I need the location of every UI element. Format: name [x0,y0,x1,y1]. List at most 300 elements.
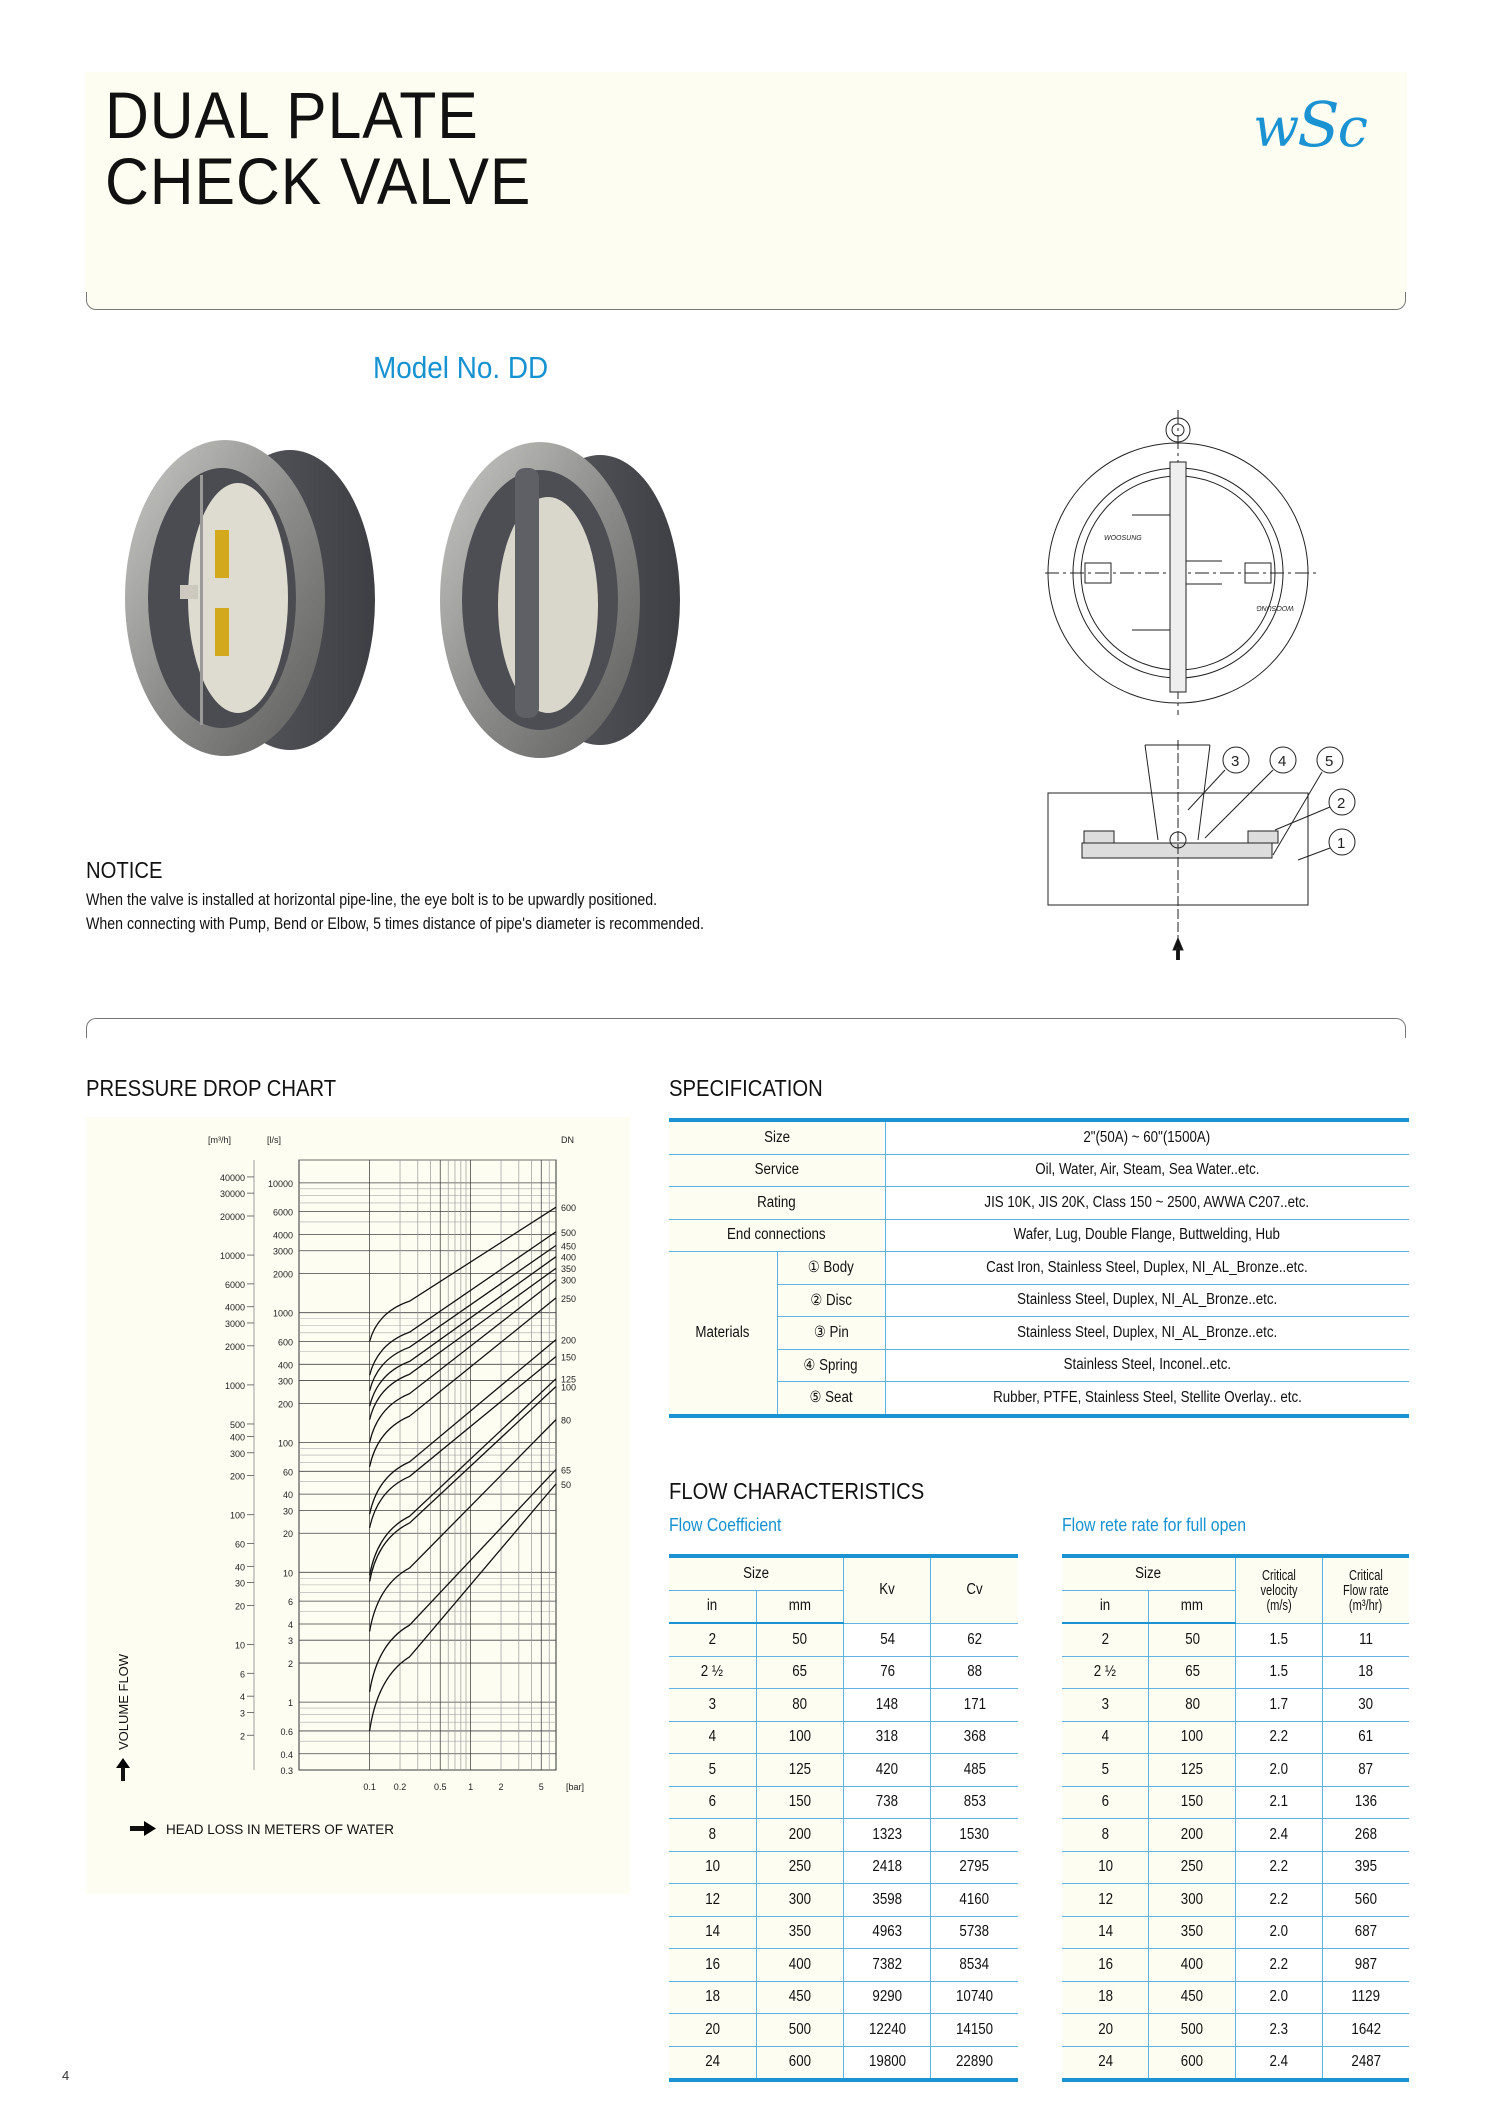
table-row [669,1120,1409,1154]
spec-value: 2"(50A) ~ 60"(1500A) [1083,1128,1211,1146]
cell-value: 350 [788,1923,812,1941]
spec-label: End connections [727,1226,827,1244]
series-line-dn-400 [370,1257,556,1407]
spec-label: Service [754,1161,799,1179]
cell-value: 368 [963,1728,986,1746]
cell-value: 1642 [1351,2020,1381,2038]
cell-value: 16 [1097,1955,1113,1973]
y-tick-label-ls: 2 [287,1659,293,1670]
table-cell [844,1851,931,1884]
table-cell [1236,1884,1323,1917]
flow-characteristics-heading: FLOW CHARACTERISTICS [669,1478,925,1504]
table-row [1062,2046,1409,2080]
cell-value: 250 [788,1858,812,1876]
cell-value: 125 [788,1760,812,1778]
table-cell [1236,2046,1323,2080]
cell-value: 2.4 [1269,1825,1289,1843]
cell-value: 136 [1354,1793,1378,1811]
cell-value: 420 [875,1760,899,1778]
full-open-heading: Flow rete rate for full open [1062,1515,1247,1535]
table-row [1062,1981,1409,2014]
table-row [669,1349,1409,1382]
table-cell [931,1851,1018,1884]
y-tick-label-m3h: 2000 [224,1341,245,1352]
table-row [1062,1754,1409,1787]
cell-value: 5 [708,1760,717,1778]
table-cell [1322,1916,1409,1949]
materials-label: Materials [695,1323,750,1341]
y-tick-label-m3h: 2 [239,1731,245,1742]
cell-value: 2.0 [1269,1760,1289,1778]
table-cell [669,1916,756,1949]
cell-value: 8 [1101,1825,1109,1843]
y-tick-label-ls: 20 [282,1529,293,1540]
table-cell [844,1656,931,1689]
y-tick-label-ls: 30 [282,1506,293,1517]
table-cell [669,1884,756,1917]
table-row [1062,1721,1409,1754]
spec-label: Rating [757,1193,797,1211]
y-tick-label-ls: 1 [287,1698,293,1709]
material-part: ④ Spring [803,1356,859,1374]
table-cell [844,1981,931,2014]
table-cell [1149,1949,1236,1982]
table-cell [1149,1819,1236,1852]
table-row [669,1721,1018,1754]
cell-value: 65 [1184,1663,1200,1681]
table-cell [756,1656,843,1689]
table-cell [931,1721,1018,1754]
table-cell [756,1754,843,1787]
table-cell [1062,1884,1149,1917]
series-label-dn-350: 350 [561,1264,577,1275]
table-cell [1322,1656,1409,1689]
table-cell [1236,1721,1323,1754]
table-row [1062,1851,1409,1884]
pressure-drop-chart [86,1117,630,1894]
table-row [669,1317,1409,1350]
cell-value: 1323 [872,1825,902,1843]
table-cell [931,1819,1018,1852]
specification-heading: SPECIFICATION [669,1075,823,1101]
table-row [669,1656,1018,1689]
cell-value: 6 [1101,1793,1109,1811]
spec-value: Wafer, Lug, Double Flange, Buttwelding, Hub [1014,1226,1281,1244]
table-cell [1322,1819,1409,1852]
series-label-dn-600: 600 [561,1203,577,1214]
y-tick-label-ls: 4 [287,1619,293,1630]
series-label-dn-100: 100 [561,1382,577,1393]
cell-value: 14150 [956,2020,994,2038]
table-cell [1062,1949,1149,1982]
plot-frame [299,1160,556,1770]
table-cell [931,1916,1018,1949]
table-row [669,1851,1018,1884]
page-number: 4 [62,2068,70,2083]
pressure-drop-heading: PRESSURE DROP CHART [86,1075,337,1101]
table-cell [1149,1851,1236,1884]
cell-value: 80 [792,1695,808,1713]
cell-value: 400 [788,1955,812,1973]
table-cell [931,1656,1018,1689]
cell-value: 20 [704,2020,720,2038]
table-cell [1322,1623,1409,1656]
table-row [1062,1689,1409,1722]
cell-value: 200 [788,1825,812,1843]
table-cell [1236,1786,1323,1819]
y-tick-label-m3h: 30000 [219,1189,245,1200]
table-row [669,1884,1018,1917]
series-label-dn-400: 400 [561,1252,577,1263]
cell-value: 2418 [872,1858,902,1876]
cell-value: 1.7 [1269,1695,1289,1713]
series-label-dn-50: 50 [561,1479,572,1490]
logo-c: c [1337,96,1366,159]
cell-value: 20 [1097,2020,1113,2038]
y-tick-label-ls: 60 [282,1467,293,1478]
x-tick-label: 5 [538,1782,544,1792]
notice-line: When the valve is installed at horizontal pipe-line, the eye bolt is to be upwardly positioned. [86,891,658,909]
material-value: Stainless Steel, Inconel..etc. [1063,1356,1231,1374]
cell-value: 200 [1180,1825,1204,1843]
cell-value: 5738 [959,1923,990,1941]
front-view-drawing [1045,410,1320,715]
cell-value: 2 ½ [701,1663,724,1681]
right-arrow-icon [144,1821,156,1836]
series-label-dn-65: 65 [561,1465,572,1476]
material-value: Rubber, PTFE, Stainless Steel, Stellite Overlay.. etc. [992,1388,1302,1406]
header-size: Size [743,1564,769,1582]
y-tick-label-m3h: 300 [229,1448,245,1459]
table-row [1062,1949,1409,1982]
table-row [669,1819,1018,1852]
header-mm: mm [788,1597,811,1615]
cell-value: 2.3 [1269,2020,1289,2038]
table-row [1062,1786,1409,1819]
y-tick-label-m3h: 100 [229,1510,245,1521]
cell-value: 2.2 [1269,1955,1289,1973]
cell-value: 250 [1180,1858,1204,1876]
table-cell [756,1819,843,1852]
series-line-dn-125 [370,1379,556,1575]
material-value: Cast Iron, Stainless Steel, Duplex, NI_AL_Bronze..etc. [986,1258,1309,1276]
table-cell [844,1754,931,1787]
table-cell [756,1916,843,1949]
right-arrow-shaft [130,1826,144,1831]
cell-value: 2 [708,1630,717,1648]
cell-value: 450 [1180,1988,1204,2006]
cell-value: 853 [963,1793,986,1811]
up-arrow-shaft [121,1767,125,1781]
cell-value: 400 [1180,1955,1204,1973]
cell-value: 100 [788,1728,812,1746]
x-tick-label: 0.5 [433,1782,447,1792]
table-cell [1236,1949,1323,1982]
table-row [669,1981,1018,2014]
hdr-line: Critical [1348,1566,1383,1584]
title-line-1: DUAL PLATE [105,78,479,152]
cell-value: 4 [708,1728,717,1746]
callout-2: 2 [1337,795,1346,812]
material-part: ② Disc [810,1291,852,1309]
cell-value: 560 [1354,1890,1378,1908]
table-row [1062,1916,1409,1949]
cell-value: 1129 [1351,1988,1381,2006]
chart-svg [86,1117,630,1894]
series-label-dn-300: 300 [561,1275,577,1286]
y-tick-label-ls: 100 [277,1438,293,1449]
y-tick-label-ls: 3 [287,1636,293,1647]
hdr-line: Flow rate [1343,1581,1389,1599]
table-cell [1322,1949,1409,1982]
y-tick-label-m3h: 40 [234,1562,245,1573]
table-cell [756,1851,843,1884]
cell-value: 268 [1354,1825,1378,1843]
y-tick-label-m3h: 4 [239,1692,245,1703]
cell-value: 150 [788,1793,812,1811]
series-line-dn-80 [370,1420,556,1632]
table-row [1062,1819,1409,1852]
y-tick-label-ls: 0.4 [280,1749,293,1760]
header-mm: mm [1181,1597,1204,1615]
cell-value: 2487 [1351,2053,1381,2071]
y-tick-label-m3h: 200 [229,1471,245,1482]
header-critical-flowrate [1339,1568,1392,1613]
cell-value: 50 [792,1630,808,1648]
series-label-dn-500: 500 [561,1227,577,1238]
y-tick-label-ls: 4000 [272,1230,293,1241]
brand-text: WOOSUNG [1104,535,1142,542]
table-cell [1322,1754,1409,1787]
table-cell [931,1884,1018,1917]
y-tick-label-m3h: 20 [234,1601,245,1612]
table-cell [1149,1884,1236,1917]
cell-value: 2.0 [1269,1923,1289,1941]
table-cell [1236,1623,1323,1656]
y-tick-label-ls: 600 [277,1337,293,1348]
logo-s: S [1297,88,1338,161]
cell-value: 8534 [959,1955,990,1973]
y-tick-label-m3h: 30 [234,1578,245,1589]
cell-value: 2.2 [1269,1890,1289,1908]
x-unit-label: [bar] [566,1782,585,1792]
callout-1: 1 [1337,835,1346,852]
x-tick-label: 1 [468,1782,474,1792]
table-cell [756,1689,843,1722]
table-cell [756,1949,843,1982]
table-cell [1236,1689,1323,1722]
header-critical-velocity [1257,1568,1300,1613]
table-row [669,1252,1409,1285]
cell-value: 50 [1184,1630,1200,1648]
y-tick-label-ls: 0.3 [280,1766,293,1776]
cell-value: 125 [1180,1760,1204,1778]
cell-value: 300 [1180,1890,1204,1908]
technical-drawing [1040,400,1400,960]
table-row [669,1154,1409,1187]
series-line-dn-500 [370,1232,556,1375]
y-tick-label-ls: 6 [287,1597,293,1608]
table-cell [669,1623,756,1656]
table-cell [844,1721,931,1754]
table-cell [844,2046,931,2080]
series-label-dn-150: 150 [561,1352,577,1363]
table-cell [1322,1884,1409,1917]
table-cell [931,2046,1018,2080]
table-cell [1149,1981,1236,2014]
table-cell [1149,1721,1236,1754]
table-cell [844,1916,931,1949]
y-tick-label-m3h: 400 [229,1432,245,1443]
section-view-drawing [1048,740,1355,960]
cell-value: 22890 [956,2053,994,2071]
hdr-line: (m³/hr) [1349,1596,1383,1614]
cell-value: 65 [792,1663,808,1681]
flow-coefficient-heading: Flow Coefficient [669,1515,782,1535]
cell-value: 4160 [959,1890,990,1908]
table-cell [1062,2014,1149,2047]
table-cell [756,2014,843,2047]
x-axis-title: HEAD LOSS IN METERS OF WATER [166,1822,395,1837]
header-size: Size [1135,1564,1162,1582]
table-cell [931,1754,1018,1787]
table-cell [669,1819,756,1852]
cell-value: 5 [1101,1760,1109,1778]
series-line-dn-65 [370,1469,556,1691]
model-number: Model No. DD [373,350,549,385]
cell-value: 300 [788,1890,812,1908]
y-tick-label-ls: 3000 [272,1246,293,1257]
cell-value: 12 [704,1890,720,1908]
y-tick-label-ls: 40 [282,1490,293,1501]
cell-value: 150 [1180,1793,1204,1811]
material-part: ① Body [807,1259,855,1277]
table-row [669,1916,1018,1949]
cell-value: 1530 [959,1825,990,1843]
cell-value: 3598 [872,1890,902,1908]
table-cell [1322,2046,1409,2080]
cell-value: 18 [704,1988,720,2006]
y-axis-title: VOLUME FLOW [116,1653,131,1750]
cell-value: 8 [708,1825,717,1843]
cell-value: 11 [1358,1630,1373,1648]
table-cell [756,1786,843,1819]
y-tick-label-m3h: 500 [229,1419,245,1430]
cell-value: 100 [1180,1728,1204,1746]
table-cell [669,1656,756,1689]
y-unit-m3h: [m³/h] [208,1135,232,1145]
table-cell [669,2046,756,2080]
series-label-dn-80: 80 [561,1415,572,1426]
header-in: in [1099,1597,1111,1615]
cell-value: 987 [1354,1955,1378,1973]
y-tick-label-m3h: 6000 [224,1279,245,1290]
table-row [1062,1623,1409,1656]
table-cell [1149,2014,1236,2047]
table-cell [1062,1623,1149,1656]
y-tick-label-m3h: 10 [234,1640,245,1651]
table-cell [844,1884,931,1917]
cell-value: 10 [704,1858,720,1876]
hdr-line: velocity [1260,1581,1298,1599]
table-cell [1149,1754,1236,1787]
callout-3: 3 [1231,753,1240,770]
y-tick-label-m3h: 40000 [219,1172,245,1183]
x-tick-label: 2 [498,1782,504,1792]
table-cell [756,1623,843,1656]
table-cell [931,1623,1018,1656]
table-cell [1322,1981,1409,2014]
cell-value: 600 [1180,2053,1204,2071]
notice-heading: NOTICE [86,857,163,883]
table-cell [931,1949,1018,1982]
cell-value: 18 [1358,1663,1374,1681]
table-cell [844,2014,931,2047]
series-line-dn-350 [370,1268,556,1419]
cell-value: 600 [788,2053,812,2071]
cell-value: 24 [1097,2053,1113,2071]
cell-value: 16 [704,1955,720,1973]
y-tick-label-ls: 6000 [272,1207,293,1218]
material-part: ⑤ Seat [809,1389,853,1407]
table-row [669,1689,1018,1722]
table-cell [1062,1754,1149,1787]
table-cell [931,1786,1018,1819]
logo-w: w [1253,96,1298,159]
cell-value: 148 [875,1695,899,1713]
spec-value: JIS 10K, JIS 20K, Class 150 ~ 2500, AWWA C207..etc. [984,1193,1310,1211]
y-tick-label-ls: 10 [282,1568,293,1579]
table-cell [669,1721,756,1754]
table-cell [1062,1689,1149,1722]
section-divider [86,1018,1406,1038]
table-cell [1149,1786,1236,1819]
series-line-dn-100 [370,1386,556,1581]
table-cell [844,1786,931,1819]
cell-value: 2 [1101,1630,1109,1648]
legend-title: DN [561,1135,574,1145]
table-cell [1322,1721,1409,1754]
y-tick-label-m3h: 20000 [219,1211,245,1222]
table-row [669,1382,1409,1416]
spec-label: Size [763,1128,790,1146]
table-row [669,1219,1409,1252]
cell-value: 24 [704,2053,720,2071]
cell-value: 395 [1354,1858,1378,1876]
series-label-dn-450: 450 [561,1241,577,1252]
table-cell [931,2014,1018,2047]
y-tick-label-m3h: 60 [234,1539,245,1550]
cell-value: 3 [708,1695,717,1713]
cell-value: 350 [1180,1923,1204,1941]
cell-value: 4963 [872,1923,902,1941]
material-part: ③ Pin [813,1324,849,1342]
cell-value: 485 [963,1760,986,1778]
y-tick-label-ls: 0.6 [280,1726,293,1737]
header-cv: Cv [966,1581,983,1599]
table-cell [669,1851,756,1884]
spec-value: Oil, Water, Air, Steam, Sea Water..etc. [1035,1161,1260,1179]
flow-coefficient-table [669,1554,1018,2082]
table-cell [844,1689,931,1722]
cell-value: 9290 [872,1988,902,2006]
table-cell [756,1884,843,1917]
table-cell [1236,1754,1323,1787]
table-cell [1236,1981,1323,2014]
header-kv: Kv [879,1581,895,1599]
cell-value: 318 [875,1728,899,1746]
cell-value: 500 [788,2020,812,2038]
